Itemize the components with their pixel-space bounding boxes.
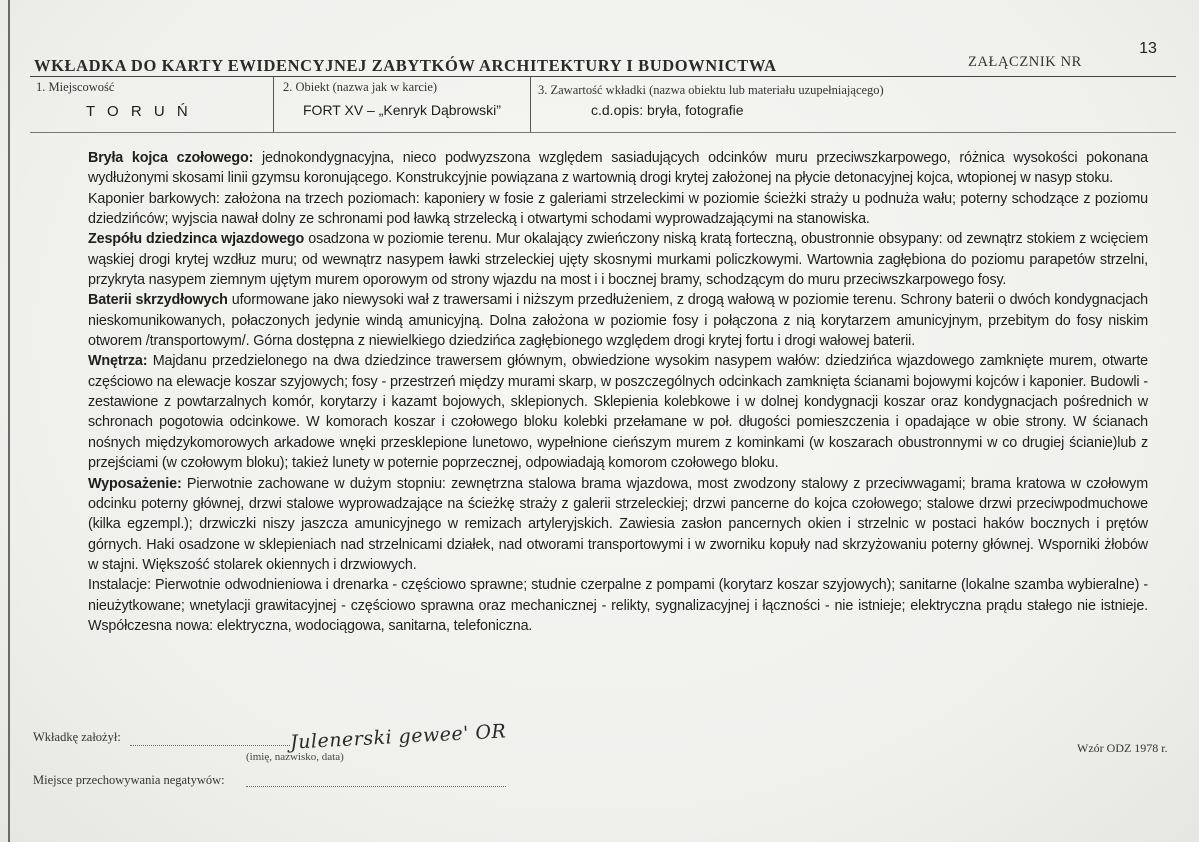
paragraph-text: Instalacje: Pierwotnie odwodnieniowa i drenarka - częściowo sprawne; studnie czerpalne z pompami (korytarz koszar szyjowych); sanitarne (lokalne szamba wybieralne) - nieużytkowane; wnetylacji grawitacyjnej - częściowo sprawna oraz mechanicznej - relikty, sygnalizacyjnej i łączności - nie istnieje; elektryczna prądu stałego nie istnieje. Współczesna nowa: elektryczna, wodociągowa, sanitarna, telefoniczna.: [88, 577, 1148, 634]
paragraph-lead: Zespółu dziedzinca wjazdowego: [88, 231, 305, 248]
paragraph-wyposazenie: [88, 474, 1148, 576]
handwritten-signature: Julenerski gewee' OR: [289, 720, 507, 754]
page-number: 13: [1139, 40, 1157, 57]
left-border-line: [8, 0, 10, 842]
paragraph-lead: Wnętrza:: [88, 353, 148, 370]
signature-caption: (imię, nazwisko, data): [246, 751, 344, 763]
paragraph-text: Pierwotnie zachowane w dużym stopniu: zewnętrzna stalowa brama wjazdowa, most zwodzony stalowy z przeciwwagami; brama kratowa w czołowym odcinku poterny głównej, drzwi stalowe wyprowadzające na ścieżkę straży z galerii strzeleckiej; drzwi pancerne do kojca czołowego; stalowe drzwi przeciwpodmuchowe (kilka egzempl.); drzwiczki niszy jaszcza amunicyjnego w remizach artyleryjskich. Zawiesia zasłon pancernych okien i strzelnic w postaci haków bocznych i prętów górnych. Haki osadzone w sklepieniach nad strzelnicami działek, nad otworami transportowymi i w zworniku kopuły nad skrzyżowaniu poterny głównej. Wsporniki żłobów w stajni. Większość stolarek okiennych i drzwiowych.: [88, 475, 1148, 573]
contents-label: 3. Zawartość wkładki (nazwa obiektu lub materiału uzupełniającego): [538, 83, 884, 97]
inserted-by-label: Wkładkę założył:: [33, 730, 121, 744]
form-title: WKŁADKA DO KARTY EWIDENCYJNEJ ZABYTKÓW ARCHITEKTURY I BUDOWNICTWA: [34, 56, 777, 75]
field-divider-2: [530, 76, 531, 132]
paragraph-lead: Wyposażenie:: [88, 475, 182, 492]
paragraph-text: Majdanu przedzielonego na dwa dziedzince trawersem głównym, obwiedzione wysokim nasypem wałów: dziedzińca wjazdowego zamknięte murem, otwarte częściowo na elewacje koszar szyjowych; fosy - przestrzeń między murami skarp, w poszczególnych odcinkach zamknięta ścianami bojowymi kojców i kaponier. Budowli - zestawione z powtarzalnych komór, korytarzy i kazamt bojowych, sklepionych. Sklepienia kolebkowe i w dolnej kondygnacji koszar oraz kondygnacjach pośrednich w schronach pogotowia odcinkowe. W komorach koszar i czołowego bloku kolebki przełamane w poł. długości pomieszczenia i opadające w obie strony. W ścianach nośnych międzykomorowych arkadowe wnęki przesklepione lunetowo, wypełnione cieńszym murem z kominkami (w koszarach obustronnymi w co drugiej ścianie)lub z przejściami (w czołowym bloku); takież lunety w poternie poprzecznej, odpowiadają komorom czołowego bloku.: [88, 353, 1148, 472]
annex-label: ZAŁĄCZNIK NR: [968, 54, 1082, 70]
object-value: FORT XV – „Kenryk Dąbrowski”: [303, 102, 501, 118]
object-label: 2. Obiekt (nazwa jak w karcie): [283, 80, 438, 94]
description-body: [88, 148, 1148, 636]
paragraph-text: jednokondygnacyjna, nieco podwyzszona względem sasiadujących odcinków muru przeciwszkarpowego, różnica wysokości pokonana wydłużonymi skosami linii gzymsu koronującego. Konstrukcyjnie powiązana z wartownią drogi krytej założonej na płycie detonacyjnej kojca, wtopionej w nasyp stoku.: [88, 150, 1148, 187]
paragraph-text: uformowane jako niewysoki wał z trawersami i niższym przedłużeniem, z drogą wałową w poziomie terenu. Schrony baterii o dwóch kondygnacjach nieskomunikowanych, połaczonych jedynie windą amunicyjną. Dolna założona w poziomie fosy i połączona z nią korytarzem amunicyjnym, przebitym do fosy niskim otworem /transportowym/. Górna dostępna z niewielkiego dziedzińca zagłębionego względem drogi krytej fortu i drogi wałowej baterii.: [88, 292, 1148, 350]
negatives-line: [246, 786, 506, 787]
paragraph-kaponier: [88, 189, 1148, 230]
paragraph-bryla: [88, 148, 1148, 189]
paragraph-lead: Bryła kojca czołowego:: [88, 150, 254, 166]
paragraph-instalacje: [88, 575, 1148, 636]
paragraph-baterie: [88, 290, 1148, 351]
signature-line: [130, 745, 290, 746]
header-top-rule: [30, 76, 1176, 77]
paragraph-wnetrza: [88, 351, 1148, 473]
negatives-label: Miejsce przechowywania negatywów:: [33, 773, 225, 787]
paragraph-lead: Baterii skrzydłowych: [88, 292, 228, 309]
field-divider-1: [273, 76, 274, 132]
paragraph-text: osadzona w poziomie terenu. Mur okalający zwieńczony niską kratą forteczną, obustronnie obsypany: od zewnątrz stokiem z wcięciem wąskiej drogi krytej wzdłuz muru; od wewnątrz nasypem ławki strzeleckiej ujęty skosnymi murkami policzkowymi. Wartownia zagłębiona do poziomu parapetów strzelni, przykryta nasypem ziemnym ujętym murem oporowym od strony wjazdu na most i i bocznej bramy, schodzącym do muru przeciwszkarpowego fosy.: [88, 231, 1148, 289]
paragraph-dziedziniec: [88, 229, 1148, 290]
contents-value: c.d.opis: bryła, fotografie: [591, 102, 744, 118]
locality-value: T O R U Ń: [86, 103, 192, 120]
form-pattern: Wzór ODZ 1978 r.: [1077, 741, 1168, 755]
locality-label: 1. Miejscowość: [36, 80, 115, 94]
header-bottom-rule: [30, 132, 1176, 133]
paragraph-text: Kaponier barkowych: założona na trzech poziomach: kaponiery w fosie z galeriami strzeleckimi w poziomie ścieżki straży u podnuża wału; poterny schodzące z poziomu dziedzińców; wyjscia nawał dolny ze schronami pod ławką strzelecką i otwartymi schodami wyprowadzającymi na stanowiska.: [88, 190, 1148, 228]
